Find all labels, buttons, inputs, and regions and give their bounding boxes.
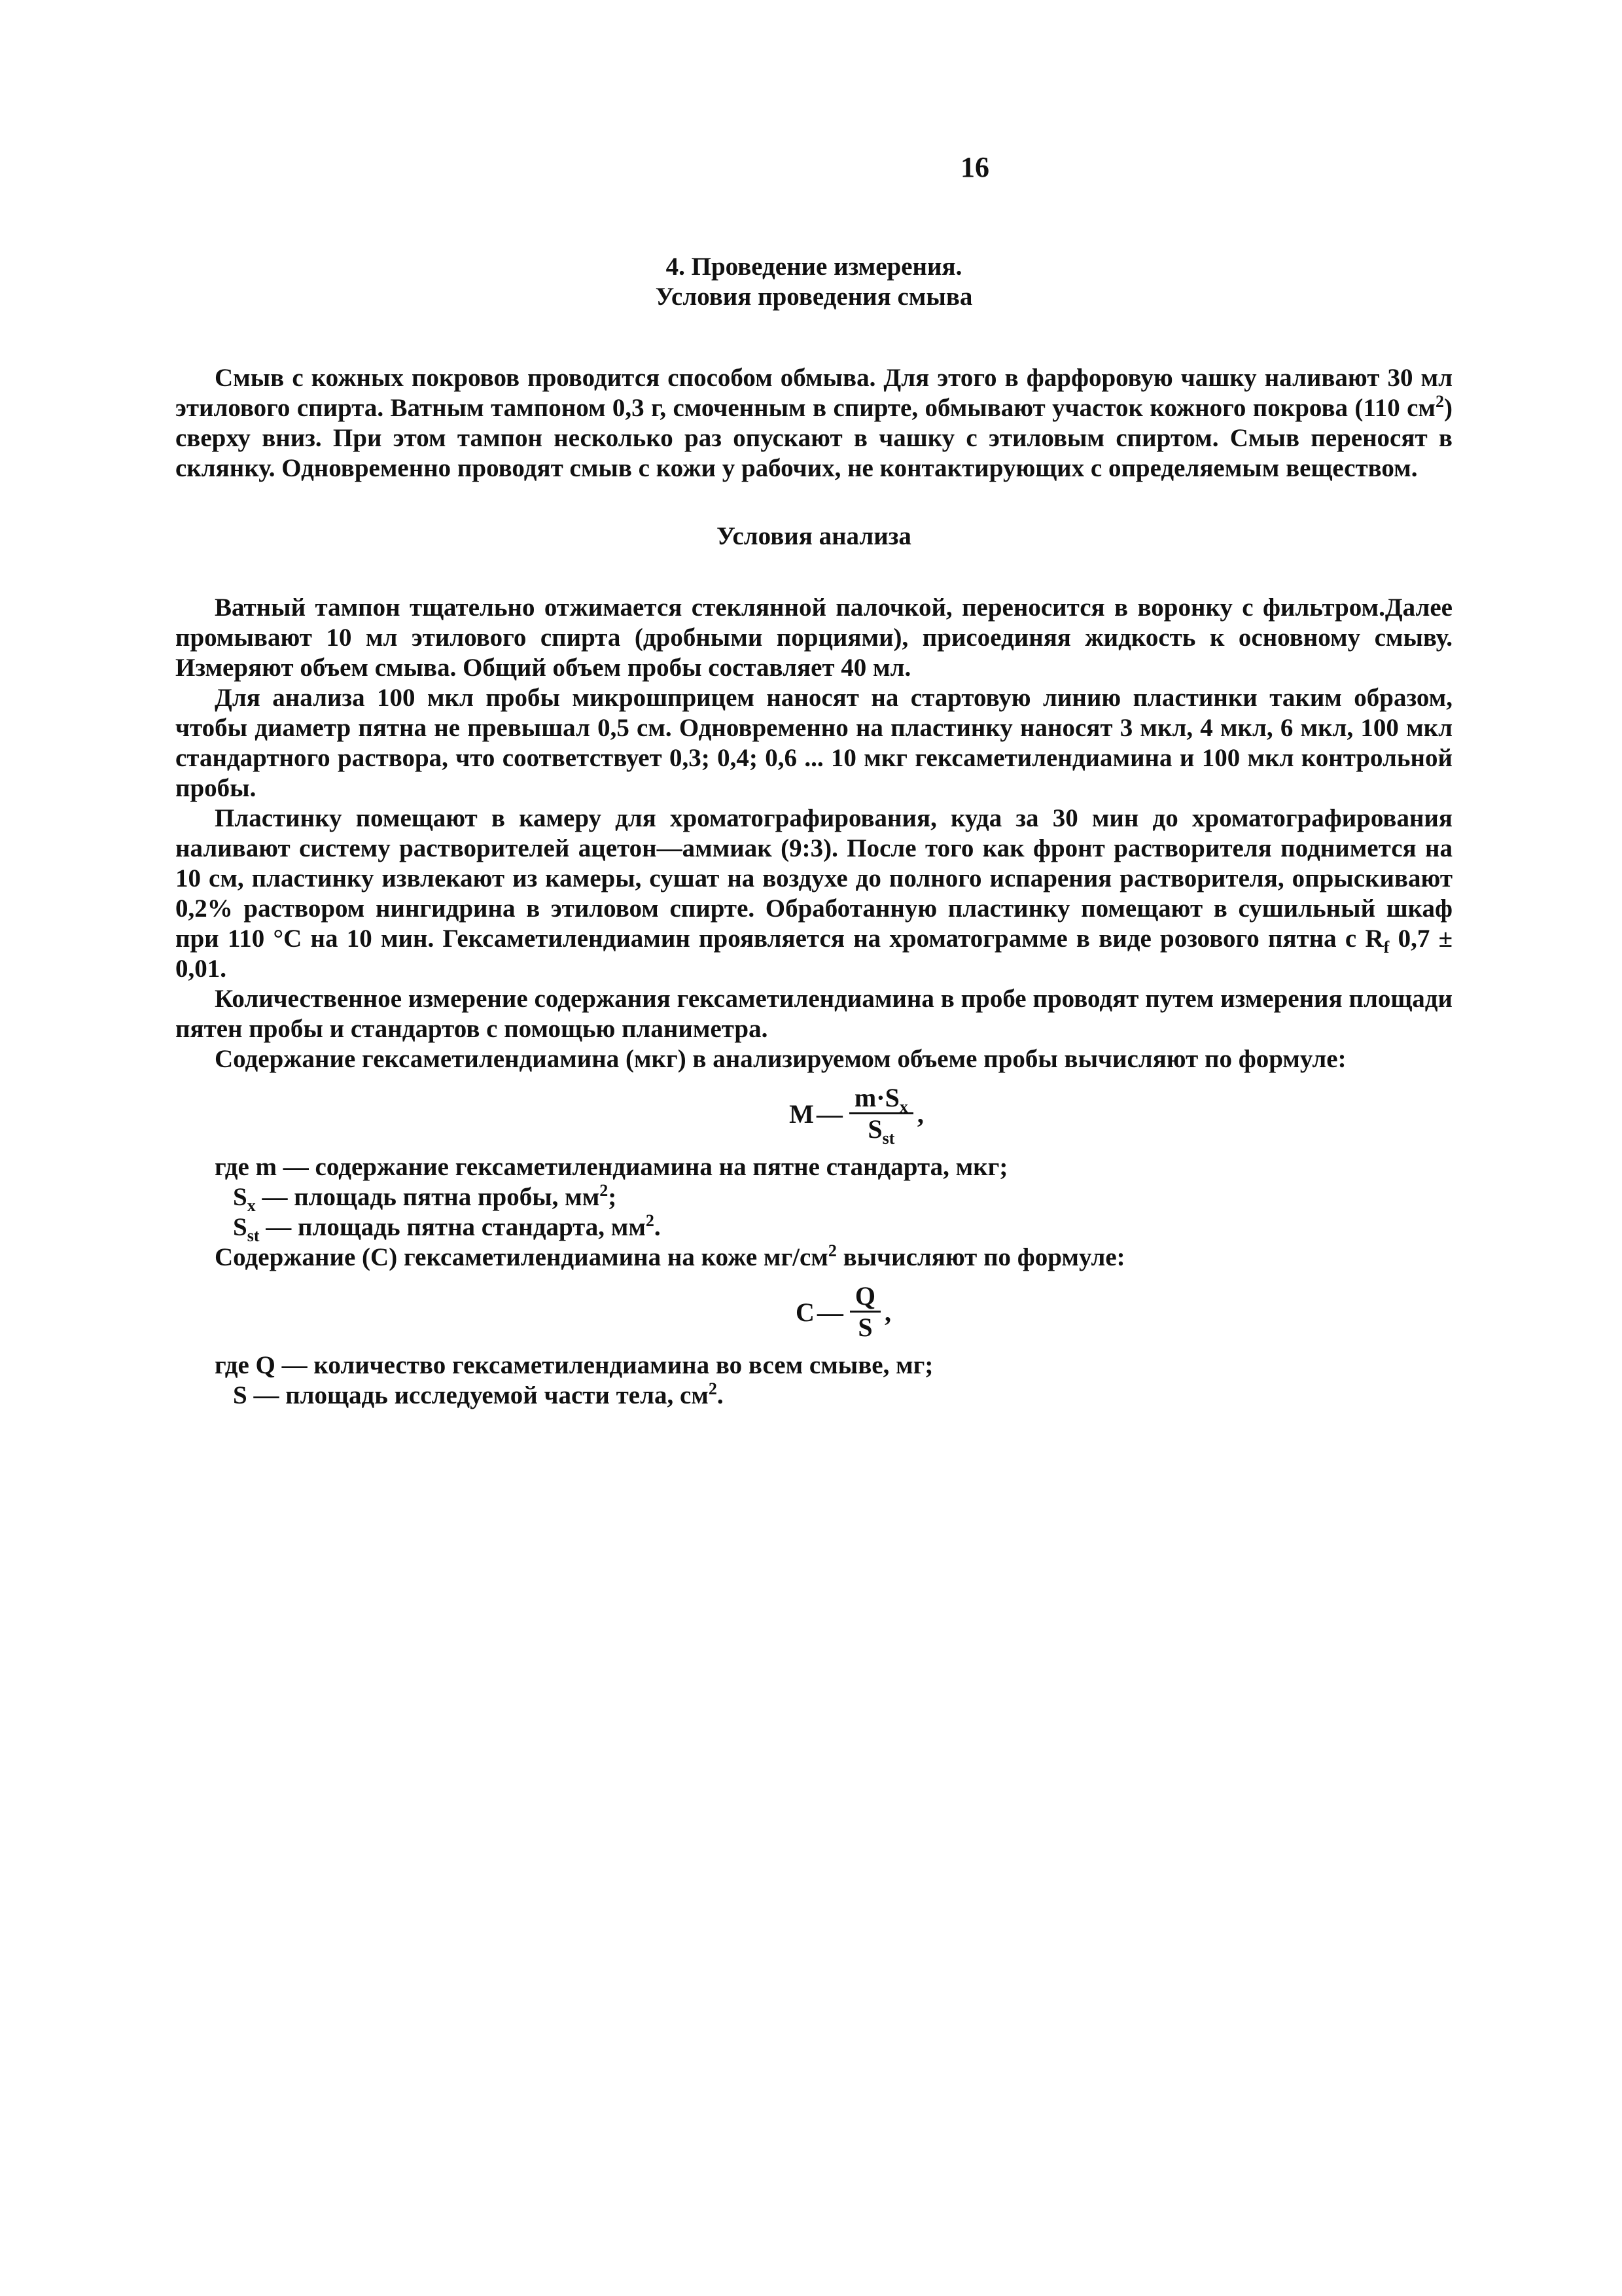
sst-tail: . (654, 1213, 661, 1241)
sx-sup: 2 (599, 1181, 608, 1200)
formula-m-lhs: M (789, 1099, 814, 1129)
formula-m-denominator (868, 1114, 895, 1148)
formula-m (260, 1083, 1453, 1148)
sst-sup: 2 (645, 1211, 654, 1230)
where-c-line2-text: S — площадь исследуемой части тела, см (233, 1381, 709, 1409)
formula-m-numerator (849, 1084, 913, 1114)
wash-text-part2: ) сверху вниз. При этом тампон несколько раз опускают в чашку с этиловым спиртом. Смыв переносят в склянку. Одновременно проводят смыв с кожи у рабочих, не контактирующих с определяемым веществом. (175, 394, 1453, 482)
analysis-p3-part2: 0,7 ± 0,01. (175, 925, 1453, 983)
wash-sup: 2 (1436, 392, 1444, 411)
spacer (175, 312, 1453, 363)
formula-m-fraction (849, 1083, 913, 1148)
formula-c-tail: , (885, 1297, 891, 1327)
rf-subscript: f (1383, 937, 1390, 957)
where-c-line1: где Q — количество гексаметилендиамина во всем смыве, мг; (215, 1351, 934, 1379)
section-subtitle: Условия проведения смыва (655, 283, 973, 311)
sst-sub: st (247, 1226, 260, 1245)
formula-m-eq: — (816, 1099, 843, 1129)
c-intro-part2: вычисляют по формуле: (836, 1243, 1125, 1271)
wash-text-part1: Смыв с кожных покровов проводится способом обмыва. Для этого в фарфоровую чашку наливают 30 мл этилового спирта. Ватным тампоном 0,3 г, смоченным в спирте, обмывают участок кожного покрова (110 см (175, 364, 1453, 422)
analysis-paragraph-2: Для анализа 100 мкл пробы микрошприцем наносят на стартовую линию пластинки таким образом, чтобы диаметр пятна не превышал 0,5 см. Одновременно на пластинку наносят 3 мкл, 4 мкл, 6 мкл, 100 мкл стандартного раствора, что соответствует 0,3; 0,4; 0,6 ... 10 мкг гексаметилендиамина и 100 мкл контрольной пробы. (175, 684, 1453, 802)
analysis-paragraph-5: Содержание гексаметилендиамина (мкг) в анализируемом объеме пробы вычисляют по формуле: (215, 1045, 1347, 1073)
where-m-line3 (233, 1212, 1453, 1243)
sst-text: — площадь пятна стандарта, мм (259, 1213, 646, 1241)
c-intro (215, 1243, 1453, 1273)
formula-c-denominator: S (858, 1313, 873, 1342)
formula-c-fraction (850, 1282, 881, 1343)
section-title: 4. Проведение измерения. (665, 253, 962, 281)
where-c-line2 (233, 1381, 1453, 1411)
where-c-sup: 2 (708, 1379, 717, 1398)
sx-sub: x (247, 1195, 256, 1215)
sst-symbol: S (233, 1213, 247, 1241)
analysis-paragraph-4: Количественное измерение содержания гексаметилендиамина в пробе проводят путем измерения площади пятен пробы и стандартов с помощью планиметра. (175, 985, 1453, 1043)
formula-m-den-sub: st (882, 1129, 895, 1148)
where-m-line1: где m — содержание гексаметилендиамина на пятне стандарта, мкг; (215, 1153, 1008, 1181)
wash-paragraph (175, 363, 1453, 484)
page-number: 16 (961, 151, 989, 183)
c-intro-part1: Содержание (С) гексаметилендиамина на коже мг/см (215, 1243, 828, 1271)
formula-m-tail: , (917, 1099, 924, 1129)
where-c-tail: . (716, 1381, 724, 1409)
formula-m-den-text: S (868, 1114, 883, 1144)
formula-m-num-text: m·S (854, 1083, 900, 1112)
formula-c-eq: — (817, 1297, 843, 1327)
sx-text: — площадь пятна пробы, мм (255, 1183, 600, 1211)
formula-c-lhs: С (795, 1297, 815, 1327)
analysis-paragraph-3 (175, 804, 1453, 984)
formula-c-numerator: Q (850, 1282, 881, 1313)
formula-m-num-sub: x (899, 1097, 908, 1116)
where-m-line2 (233, 1181, 1453, 1215)
sx-symbol: S (233, 1183, 247, 1211)
analysis-p3-part1: Пластинку помещают в камеру для хроматографирования, куда за 30 мин до хроматографирования наливают систему растворителей ацетон—аммиак (9:3). После того как фронт растворителя поднимется на 10 см, пластинку извлекают из камеры, сушат на воздухе до полного испарения растворителя, опрыскивают 0,2% раствором нингидрина в этиловом спирте. Обработанную пластинку помещают в сушильный шкаф при 110 °С на 10 мин. Гексаметилендиамин проявляется на хроматограмме в виде розового пятна с R (175, 804, 1453, 953)
analysis-title: Условия анализа (716, 522, 911, 550)
formula-c (234, 1282, 1453, 1343)
analysis-paragraph-1: Ватный тампон тщательно отжимается стеклянной палочкой, переносится в воронку с фильтром.Далее промывают 10 мл этилового спирта (дробными порциями), присоединяя жидкость к основному смыву. Измеряют объем смыва. Общий объем пробы составляет 40 мл. (175, 593, 1453, 682)
sx-tail: ; (608, 1183, 617, 1211)
page-content (175, 252, 1453, 1411)
c-intro-sup: 2 (828, 1241, 837, 1260)
